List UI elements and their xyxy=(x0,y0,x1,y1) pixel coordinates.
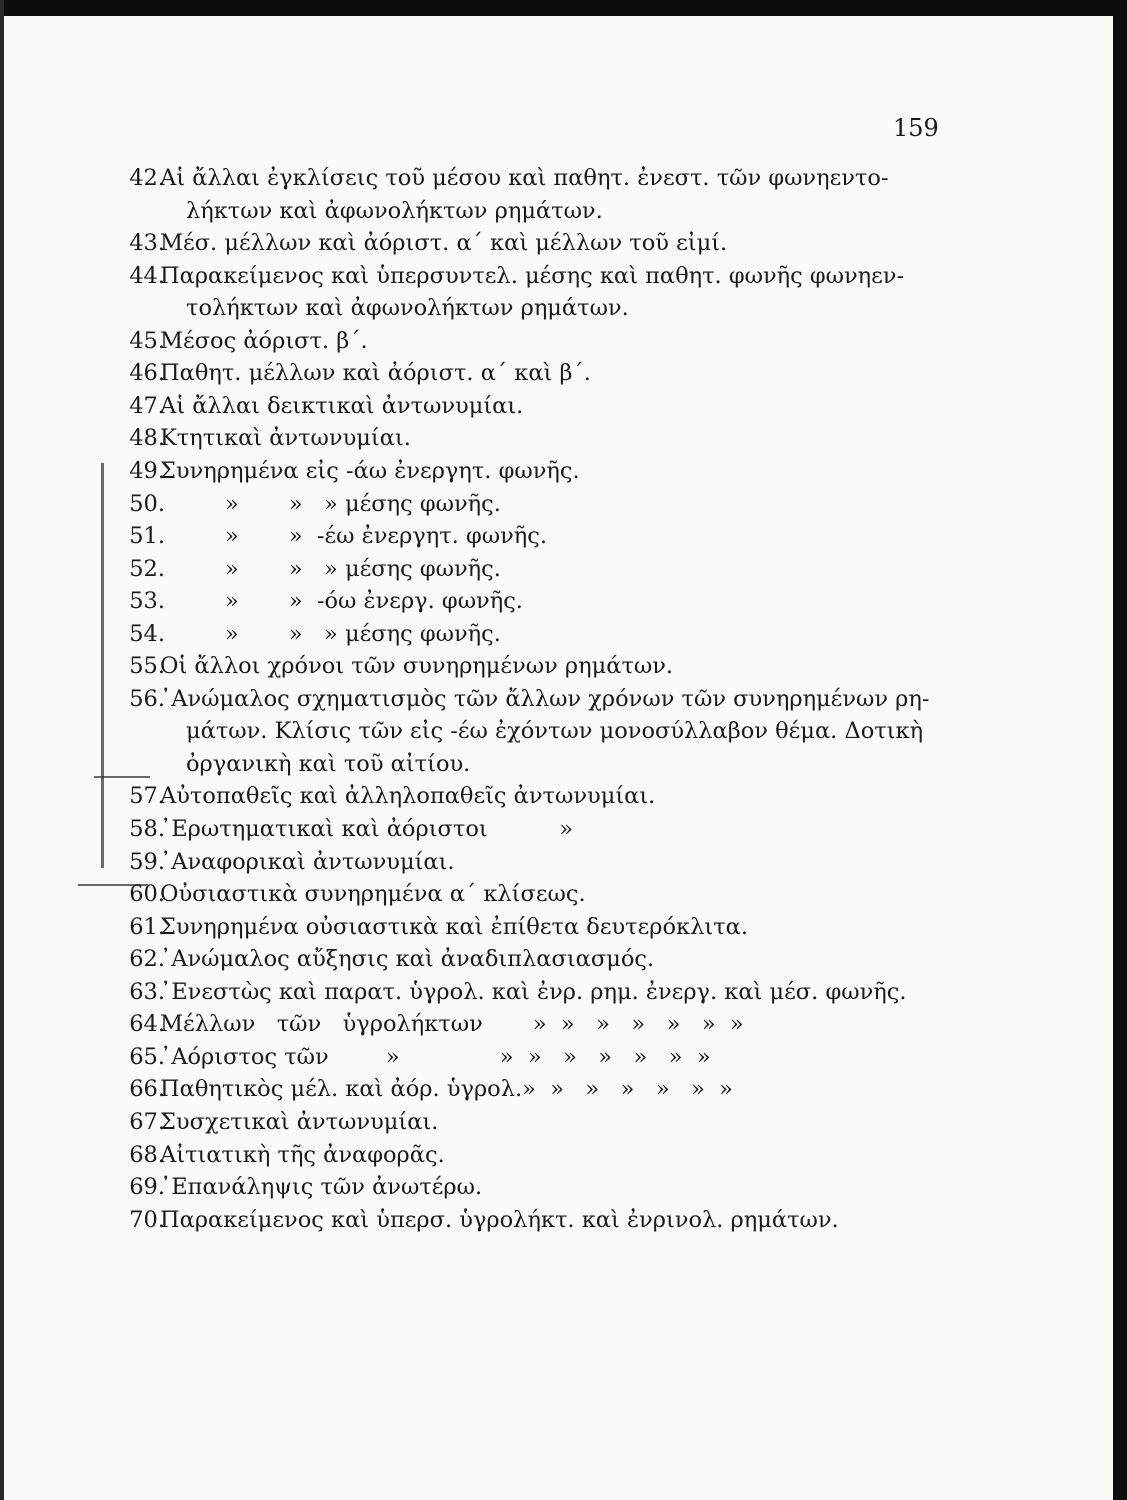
entry-number: 47. xyxy=(129,392,165,419)
entry-text: Συνηρημένα εἰς -άω ἐνεργητ. φωνῆς. xyxy=(160,457,580,484)
entry-number: 60. xyxy=(129,881,165,908)
entry-number: 51. xyxy=(129,523,165,550)
entry-text: Οὐσιαστικὰ συνηρημένα α΄ κλίσεως. xyxy=(160,881,586,908)
entry-number: 53. xyxy=(129,588,165,615)
entry-text: ᾿Ερωτηματικαὶ καὶ ἀόριστοι » xyxy=(160,816,573,842)
entry-text: Αἱ ἄλλαι δεικτικαὶ ἀντωνυμίαι. xyxy=(160,392,524,419)
entry-number: 54. xyxy=(129,620,165,647)
entry-text: ᾿Ενεστὼς καὶ παρατ. ὑγρολ. καὶ ἐνρ. ρημ. ἐνεργ. καὶ μέσ. φωνῆς. xyxy=(160,978,907,1005)
entry-text: ᾿Ανώμαλος σχηματισμὸς τῶν ἄλλων χρόνων τῶν συνηρημένων ρη- xyxy=(160,685,930,712)
entry-text: Παρακείμενος καὶ ὑπερσ. ὑγρολήκτ. καὶ ἐνρινολ. ρημάτων. xyxy=(160,1206,839,1233)
entry-text: τολήκτων καὶ ἀφωνολήκτων ρημάτων. xyxy=(186,295,629,322)
entry-text: λήκτων καὶ ἀφωνολήκτων ρημάτων. xyxy=(186,197,603,224)
entry-text: » » » μέσης φωνῆς. xyxy=(225,555,501,582)
entry-text: » » » μέσης φωνῆς. xyxy=(225,620,501,647)
entry-number: 64. xyxy=(129,1011,165,1038)
entry-text: » » » μέσης φωνῆς. xyxy=(225,490,501,517)
entry-number: 52. xyxy=(129,555,165,582)
entry-text: Συσχετικαὶ ἀντωνυμίαι. xyxy=(160,1108,439,1135)
entry-number: 45. xyxy=(129,327,165,354)
entry-number: 42. xyxy=(129,165,165,191)
entry-number: 70. xyxy=(129,1206,165,1233)
entry-number: 65. xyxy=(129,1043,165,1070)
handwritten-bracket-mark xyxy=(94,776,150,778)
entry-text: Αὐτοπαθεῖς καὶ ἀλληλοπαθεῖς ἀντωνυμίαι. xyxy=(160,783,656,810)
entry-number: 57. xyxy=(129,783,165,810)
entry-number: 68. xyxy=(129,1141,165,1168)
entry-text: Παθητικὸς μέλ. καὶ ἀόρ. ὑγρολ.» » » » » » » xyxy=(160,1076,733,1103)
entry-text: ᾿Επανάληψις τῶν ἀνωτέρω. xyxy=(160,1174,483,1201)
entry-text: Μέλλων τῶν ὑγρολήκτων » » » » » » » xyxy=(160,1011,744,1038)
entry-number: 44. xyxy=(129,262,165,289)
entry-text: ᾿Ανώμαλος αὔξησις καὶ ἀναδιπλασιασμός. xyxy=(160,946,655,973)
entry-number: 59. xyxy=(129,848,165,875)
entry-text: Οἱ ἄλλοι χρόνοι τῶν συνηρημένων ρημάτων. xyxy=(160,653,674,680)
entry-number: 46. xyxy=(129,360,165,387)
entry-text: » » -έω ἐνεργητ. φωνῆς. xyxy=(225,523,547,550)
entry-number: 61. xyxy=(129,913,165,940)
entry-text: Συνηρημένα οὐσιαστικὰ καὶ ἐπίθετα δευτερόκλιτα. xyxy=(160,913,748,940)
entry-number: 62. xyxy=(129,946,165,973)
entry-number: 67. xyxy=(129,1108,165,1135)
scan-edge-left xyxy=(0,0,4,1500)
entry-number: 63. xyxy=(129,978,165,1005)
entry-number: 56. xyxy=(129,685,165,712)
entry-text: Μέσ. μέλλων καὶ ἀόριστ. α΄ καὶ μέλλων τοῦ εἰμί. xyxy=(160,230,728,257)
entry-text: Κτητικαὶ ἀντωνυμίαι. xyxy=(160,425,411,452)
entry-number: 43. xyxy=(129,230,165,257)
entry-text: » » -όω ἐνεργ. φωνῆς. xyxy=(225,588,523,615)
entry-text: ὀργανικὴ καὶ τοῦ αἰτίου. xyxy=(186,750,471,777)
entry-text: Μέσος ἀόριστ. β΄. xyxy=(160,327,368,354)
entry-text: ᾿Αναφορικαὶ ἀντωνυμίαι. xyxy=(160,848,455,875)
page-number: 159 xyxy=(893,114,939,142)
scan-edge-right xyxy=(1113,0,1127,1500)
scan-edge-top xyxy=(0,0,1127,16)
entry-number: 66. xyxy=(129,1076,165,1103)
entry-number: 50. xyxy=(129,490,165,517)
entry-text: Αἰτιατικὴ τῆς ἀναφορᾶς. xyxy=(160,1141,445,1168)
entry-text: Αἱ ἄλλαι ἐγκλίσεις τοῦ μέσου καὶ παθητ. ἐνεστ. τῶν φωνηεντο- xyxy=(160,165,889,191)
entry-number: 69. xyxy=(129,1174,165,1201)
entry-text: Παθητ. μέλλων καὶ ἀόριστ. α΄ καὶ β΄. xyxy=(160,360,591,387)
handwritten-bracket xyxy=(101,463,104,868)
entry-text: ᾿Αόριστος τῶν » » » » » » » » xyxy=(160,1043,711,1070)
entry-number: 48. xyxy=(129,425,165,452)
entry-text: Παρακείμενος καὶ ὑπερσυντελ. μέσης καὶ παθητ. φωνῆς φωνηεν- xyxy=(160,262,905,289)
entry-text: μάτων. Κλίσις τῶν εἰς -έω ἐχόντων μονοσύλλαβον θέμα. Δοτικὴ xyxy=(186,718,924,745)
entry-number: 58. xyxy=(129,816,165,842)
entry-number: 49. xyxy=(129,457,165,484)
entry-number: 55. xyxy=(129,653,165,680)
